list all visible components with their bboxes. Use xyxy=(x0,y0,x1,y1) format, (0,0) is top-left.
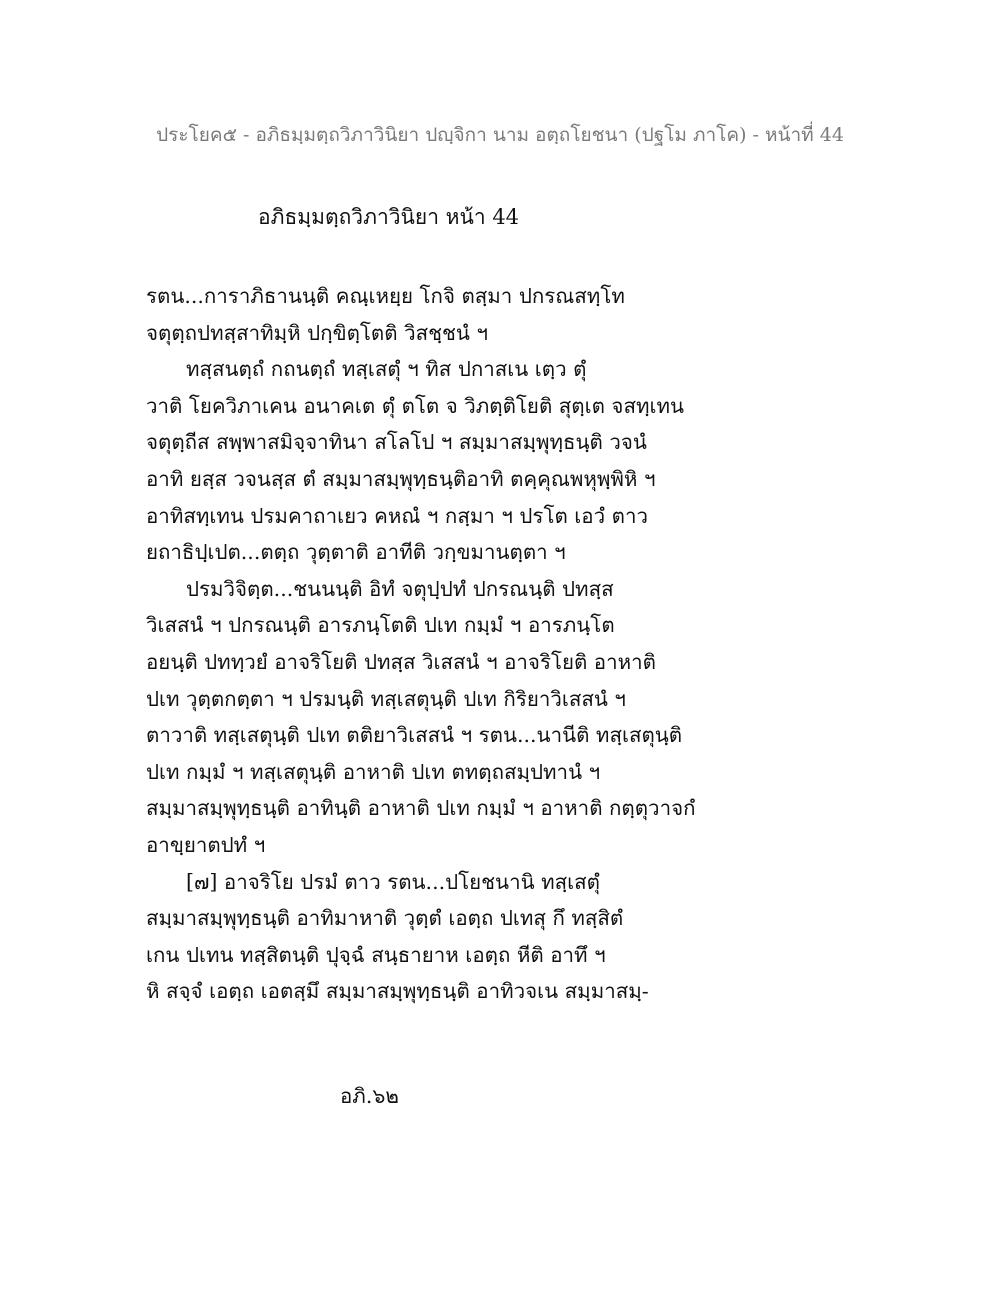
text-line: วิเสสนํ ฯ ปกรณนฺติ อารภนฺโตติ ปเท กมฺมํ ฯ อารภนฺโต xyxy=(146,613,615,638)
text-line: [๗] อาจริโย ปรมํ ตาว รตน...ปโยชนานิ ทสฺเสตุํ xyxy=(186,869,600,894)
text-line: วาติ โยควิภาเคน อนาคเต ตุํ ตโต จ วิภตฺติโยติ สุตฺเต จสทฺเทน xyxy=(146,393,685,418)
body-text xyxy=(146,278,906,1010)
text-line: อาทิสทฺเทน ปรมคาถาเยว คหณํ ฯ กสฺมา ฯ ปรโต เอวํ ตาว xyxy=(146,503,648,528)
text-line: ทสฺสนตฺถํ กถนตฺถํ ทสฺเสตุํ ฯ ทิส ปกาสเน เตฺว ตุํ xyxy=(186,357,587,382)
text-line: จตุตฺถีส สพฺพาสมิจฺจาทินา สโลโป ฯ สมฺมาสมฺพุทฺธนฺติ วจนํ xyxy=(146,430,647,455)
running-header-text: ประโยค๕ - อภิธมฺมตฺถวิภาวินิยา ปญฺจิกา นาม อตฺถโยชนา (ปฐโม ภาโค) - หน้าที่ 44 xyxy=(156,124,844,146)
footer-reference: อภิ.๖๒ xyxy=(340,1084,399,1108)
text-line: อาขฺยาตปทํ ฯ xyxy=(146,832,266,857)
page-heading: อภิธมฺมตฺถวิภาวินิยา หน้า 44 xyxy=(258,205,520,229)
text-line: ปรมวิจิตฺต...ชนนนฺติ อิทํ จตุปฺปทํ ปกรณนฺติ ปทสฺส xyxy=(186,576,614,601)
text-line: หิ สจฺจํ เอตฺถ เอตสฺมึ สมฺมาสมฺพุทฺธนฺติ อาทิวจเน สมฺมาสมฺ- xyxy=(146,979,649,1004)
text-line: อาทิ ยสฺส วจนสฺส ตํ สมฺมาสมฺพุทฺธนฺติอาทิ ตคฺคุณพหุพฺพิหิ ฯ xyxy=(146,466,656,491)
text-line: ตาวาติ ทสฺเสตุนฺติ ปเท ตติยาวิเสสนํ ฯ รตน...นานีติ ทสฺเสตุนฺติ xyxy=(146,723,683,748)
running-header xyxy=(0,120,1000,150)
text-line: ยถาธิปฺเปต...ตตฺถ วุตฺตาติ อาทีติ วกฺขมานตฺตา ฯ xyxy=(146,540,566,565)
text-line: สมฺมาสมฺพุทฺธนฺติ อาทิมาหาติ วุตฺตํ เอตฺถ ปเทสุ กึ ทสฺสิตํ xyxy=(146,906,624,931)
text-line: สมฺมาสมฺพุทฺธนฺติ อาทินฺติ อาหาติ ปเท กมฺมํ ฯ อาหาติ กตฺตุวาจกํ xyxy=(146,796,696,821)
text-line: เกน ปเทน ทสฺสิตนฺติ ปุจฺฉํ สนฺธายาห เอตฺถ หีติ อาทึ ฯ xyxy=(146,942,606,967)
text-line: อยนฺติ ปททฺวยํ อาจริโยติ ปทสฺส วิเสสนํ ฯ อาจริโยติ อาหาติ xyxy=(146,649,656,674)
text-line: ปเท กมฺมํ ฯ ทสฺเสตุนฺติ อาหาติ ปเท ตทตฺถสมฺปทานํ ฯ xyxy=(146,759,601,784)
text-line: จตุตฺถปทสฺสาทิมฺหิ ปกฺขิตฺโตติ วิสชฺชนํ ฯ xyxy=(146,320,488,345)
text-line: รตน...การาภิธานนฺติ คณฺเหยฺย โกจิ ตสฺมา ปกรณสทฺโท xyxy=(146,284,625,308)
text-line: ปเท วุตฺตกตฺตา ฯ ปรมนฺติ ทสฺเสตุนฺติ ปเท กิริยาวิเสสนํ ฯ xyxy=(146,686,626,711)
